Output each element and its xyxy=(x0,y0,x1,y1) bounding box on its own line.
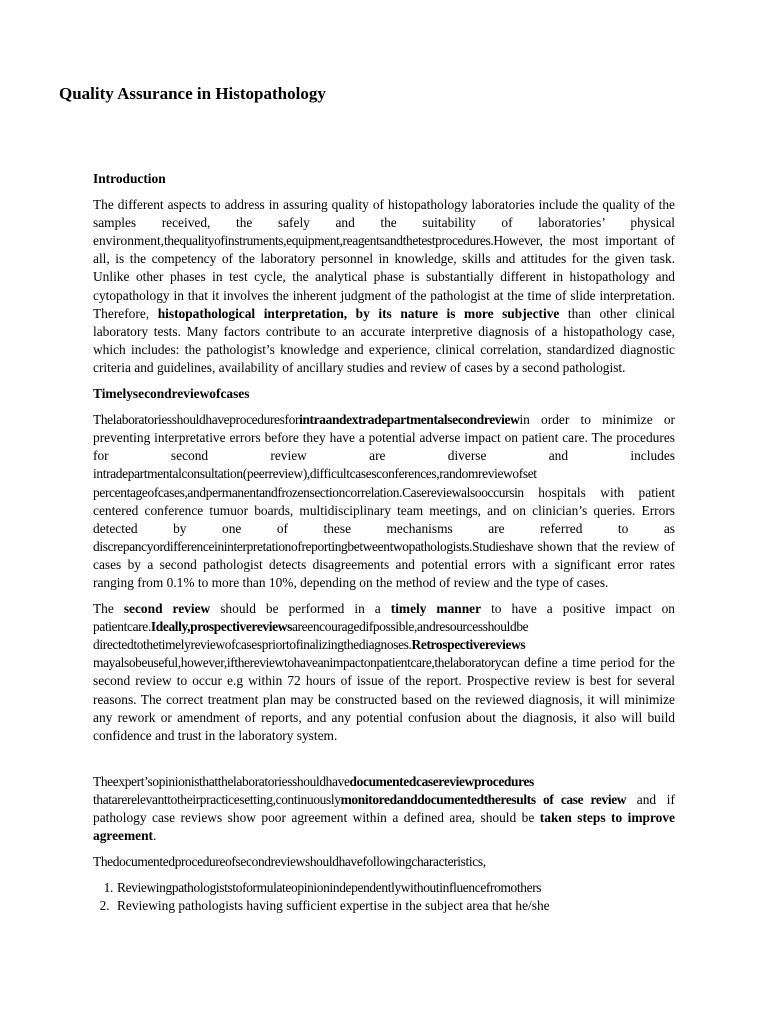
section-heading-introduction: Introduction xyxy=(93,171,166,186)
timely2-bold-4: Retrospectivereviews xyxy=(411,637,526,653)
timely-bold-phrase: intraandextradepartmentalsecondreview xyxy=(299,412,520,428)
introduction-paragraph xyxy=(93,196,675,377)
expert-text-d: . xyxy=(152,828,157,844)
timely2-text-f: mayalsobeuseful,however,ifthereviewtohaveanimpactonpatientcare,thelaboratory xyxy=(93,655,502,671)
list-item: 2. Reviewing pathologists having sufficient expertise in the subject area that he/she xyxy=(113,897,675,915)
expert-text-c: and if pathology case reviews show poor agreement within a defined area, should be xyxy=(93,791,675,825)
paragraph-gap xyxy=(93,753,675,773)
timely-paragraph-1 xyxy=(93,411,675,592)
timely-paragraph-2 xyxy=(93,600,675,745)
timely2-text-e: areencouragedifpossible,andresourcesshouldbe directedtothetimelyreviewofcasespriortofinalizingthediagnoses. xyxy=(93,619,529,653)
timely-text-e: discrepancyordifferenceininterpretationofreportingbetweentwopathologists.Studieshave xyxy=(93,538,533,554)
expert-bold-3: taken steps to improve agreement xyxy=(93,810,675,844)
timely2-text-c: to have a positive impact on xyxy=(481,601,675,617)
expert-bold-1: documentedcasereviewprocedures xyxy=(349,773,534,789)
timely-text-a: Thelaboratoriesshouldhaveproceduresfor xyxy=(93,412,300,428)
section-heading-timely-review: Timelysecondreviewofcases xyxy=(93,386,250,402)
expert-paragraph xyxy=(93,773,675,845)
intro-text-a: The different aspects to address in assuring quality of histopathology laboratories include the quality of the samples received, the safely and the suitability of laboratories’ physical environment, xyxy=(93,197,675,249)
timely-text-b: in order to minimize or preventing interpretative errors before they have a potential adverse impact on patient care. The procedures for second review are diverse and includes xyxy=(93,412,675,464)
list-item: 1. Reviewingpathologiststoformulateopinionindependentlywithoutinfluence from others xyxy=(113,879,675,897)
intro-bold-phrase: histopathological interpretation, by its nature is more subjective xyxy=(157,305,560,321)
intro-text-d: than other clinical laboratory tests. Many factors contribute to an accurate interpretive diagnosis of a histopathology case, which includes: the pathologist’s knowledge and experience, clinical correlation, standardized diagnostic criteria and guidelines, availability of ancillary studies and review of cases by a second pathologist. xyxy=(93,305,675,375)
timely2-text-b: should be performed in a xyxy=(210,601,391,617)
characteristics-intro: Thedocumentedprocedureofsecondreviewshouldhavefollowingcharacteristics, xyxy=(93,854,486,870)
timely2-text-d: patientcare. xyxy=(93,619,151,635)
timely2-text-a: The xyxy=(93,601,124,617)
document-body xyxy=(93,170,675,915)
timely-text-c: intradepartmentalconsultation(peerreview),difficultcasesconferences,randomreviewofset percentageofcases,andpermanentandfrozensectioncorrelation.Casereviewalsooccursin xyxy=(93,466,537,500)
intro-text-b: thequalityofinstruments,equipment,reagentsandthetestprocedures.However, xyxy=(164,233,543,249)
expert-bold-2: monitoredanddocumentedtheresults of case review xyxy=(340,791,627,807)
intro-text-c: the most important of all, is the competency of the laboratory personnel in knowledge, skills and attitudes for the given task. Unlike other phases in test cycle, the analytical phase is substantially different in histopathology and cytopathology in that it involves the inherent judgment of the pathologist at the time of slide interpretation. Therefore, xyxy=(93,233,675,321)
page-title: Quality Assurance in Histopathology xyxy=(59,84,326,103)
expert-text-a: Theexpert’sopinionisthatthelaboratoriesshouldhave xyxy=(93,773,350,789)
timely2-bold-1: second review xyxy=(123,601,211,617)
timely-text-f: shown that the review of cases by a second pathologist detects disagreements and potential errors with a significant error rates ranging from 0.1% to more than 10%, depending on the method of review and the type of cases. xyxy=(93,538,675,590)
timely2-text-g: can define a time period for the second review to occur e.g within 72 hours of issue of the report. Prospective review is best for several reasons. The correct treatment plan may be constructed based on the reviewed diagnosis, it will minimize any rework or amendment of reports, and any potential confusion about the diagnosis, it also will build confidence and trust in the laboratory system. xyxy=(93,655,675,743)
expert-text-b: thatarerelevanttotheirpracticesetting,continuously xyxy=(93,791,341,807)
timely2-bold-2: timely manner xyxy=(390,601,482,617)
timely-text-d: hospitals with patient centered conference tumuor boards, multidisciplinary team meetings, and on clinician’s queries. Errors detected by one of these mechanisms are referred to as xyxy=(93,484,675,536)
characteristics-list xyxy=(93,879,675,915)
timely2-bold-3: Ideally,prospectivereviews xyxy=(150,619,292,635)
